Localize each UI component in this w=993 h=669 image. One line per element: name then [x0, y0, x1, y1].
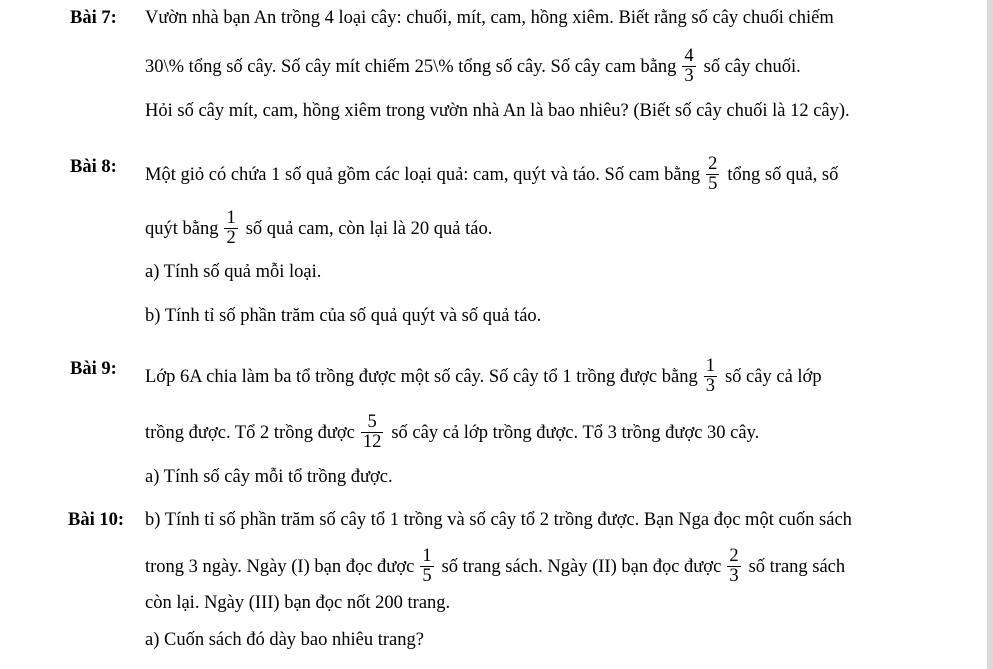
problem-7-line-2 — [145, 48, 801, 87]
fraction-4-3 — [682, 47, 695, 86]
problem-8-line-2 — [145, 210, 492, 249]
fraction-denominator: 5 — [708, 174, 718, 194]
problem-10-line-2-text-a: trong 3 ngày. Ngày (I) bạn đọc được — [145, 556, 415, 577]
problem-10-line-1: b) Tính tỉ số phần trăm số cây tổ 1 trồng và số cây tổ 2 trồng được. Bạn Nga đọc một cuốn sách — [145, 510, 852, 530]
fraction-denominator: 3 — [729, 566, 739, 586]
problem-8-line-1 — [145, 156, 838, 195]
fraction-denominator: 12 — [362, 432, 382, 452]
fraction-1-3 — [704, 357, 717, 396]
problem-8-line-2-text-a: quýt bằng — [145, 218, 219, 239]
fraction-numerator: 2 — [729, 546, 739, 566]
problem-8-line-1-text-a: Một giỏ có chứa 1 số quả gồm các loại quả: cam, quýt và táo. Số cam bằng — [145, 164, 701, 185]
problem-9-label: Bài 9: — [70, 359, 117, 379]
problem-10-question-a: a) Cuốn sách đó dày bao nhiêu trang? — [145, 630, 424, 650]
fraction-1-5 — [420, 547, 433, 586]
problem-10-line-2 — [145, 548, 845, 587]
problem-10-line-2-text-b: số trang sách. Ngày (II) bạn đọc được — [441, 556, 722, 577]
fraction-denominator: 3 — [705, 376, 715, 396]
problem-9-line-1-text-b: số cây cả lớp — [724, 366, 822, 387]
problem-7-line-2-text-a: 30\% tổng số cây. Số cây mít chiếm 25\% tổng số cây. Số cây cam bằng — [145, 56, 677, 77]
fraction-5-12 — [361, 413, 384, 452]
fraction-denominator: 3 — [684, 66, 694, 86]
problem-10-line-3: còn lại. Ngày (III) bạn đọc nốt 200 trang. — [145, 593, 451, 613]
problem-9-line-1 — [145, 358, 822, 397]
problem-8-question-a: a) Tính số quả mỗi loại. — [145, 262, 322, 282]
problem-9-line-2-text-a: trồng được. Tổ 2 trồng được — [145, 422, 355, 443]
fraction-numerator: 1 — [422, 546, 432, 566]
problem-9-question-a: a) Tính số cây mỗi tổ trồng được. — [145, 467, 393, 487]
fraction-numerator: 2 — [708, 154, 718, 174]
fraction-numerator: 1 — [226, 208, 236, 228]
fraction-denominator: 2 — [226, 228, 236, 248]
problem-8-line-2-text-b: số quả cam, còn lại là 20 quả táo. — [245, 218, 493, 239]
problem-7-line-1: Vườn nhà bạn An trồng 4 loại cây: chuối, mít, cam, hồng xiêm. Biết rằng số cây chuối chiếm — [145, 8, 834, 28]
fraction-2-3 — [727, 547, 740, 586]
problem-8-label: Bài 8: — [70, 157, 117, 177]
problem-7-line-3: Hỏi số cây mít, cam, hồng xiêm trong vườn nhà An là bao nhiêu? (Biết số cây chuối là 12 cây). — [145, 101, 850, 121]
problem-10-line-2-text-c: số trang sách — [748, 556, 846, 577]
problem-9-line-2 — [145, 414, 759, 453]
fraction-2-5 — [706, 155, 719, 194]
page-edge — [987, 0, 993, 669]
fraction-numerator: 4 — [684, 46, 694, 66]
problem-9-line-1-text-a: Lớp 6A chia làm ba tổ trồng được một số cây. Số cây tổ 1 trồng được bằng — [145, 366, 698, 387]
problem-8-question-b: b) Tính tỉ số phần trăm của số quả quýt và số quả táo. — [145, 306, 542, 326]
problem-7-line-2-text-b: số cây chuối. — [703, 56, 801, 77]
fraction-denominator: 5 — [422, 566, 432, 586]
problem-8-line-1-text-b: tổng số quả, số — [727, 164, 839, 185]
problem-10-label: Bài 10: — [68, 510, 125, 530]
problem-9-line-2-text-b: số cây cả lớp trồng được. Tổ 3 trồng được 30 cây. — [391, 422, 760, 443]
fraction-numerator: 5 — [361, 413, 384, 433]
fraction-numerator: 1 — [705, 356, 715, 376]
problem-7-label: Bài 7: — [70, 8, 117, 28]
fraction-1-2 — [224, 209, 237, 248]
